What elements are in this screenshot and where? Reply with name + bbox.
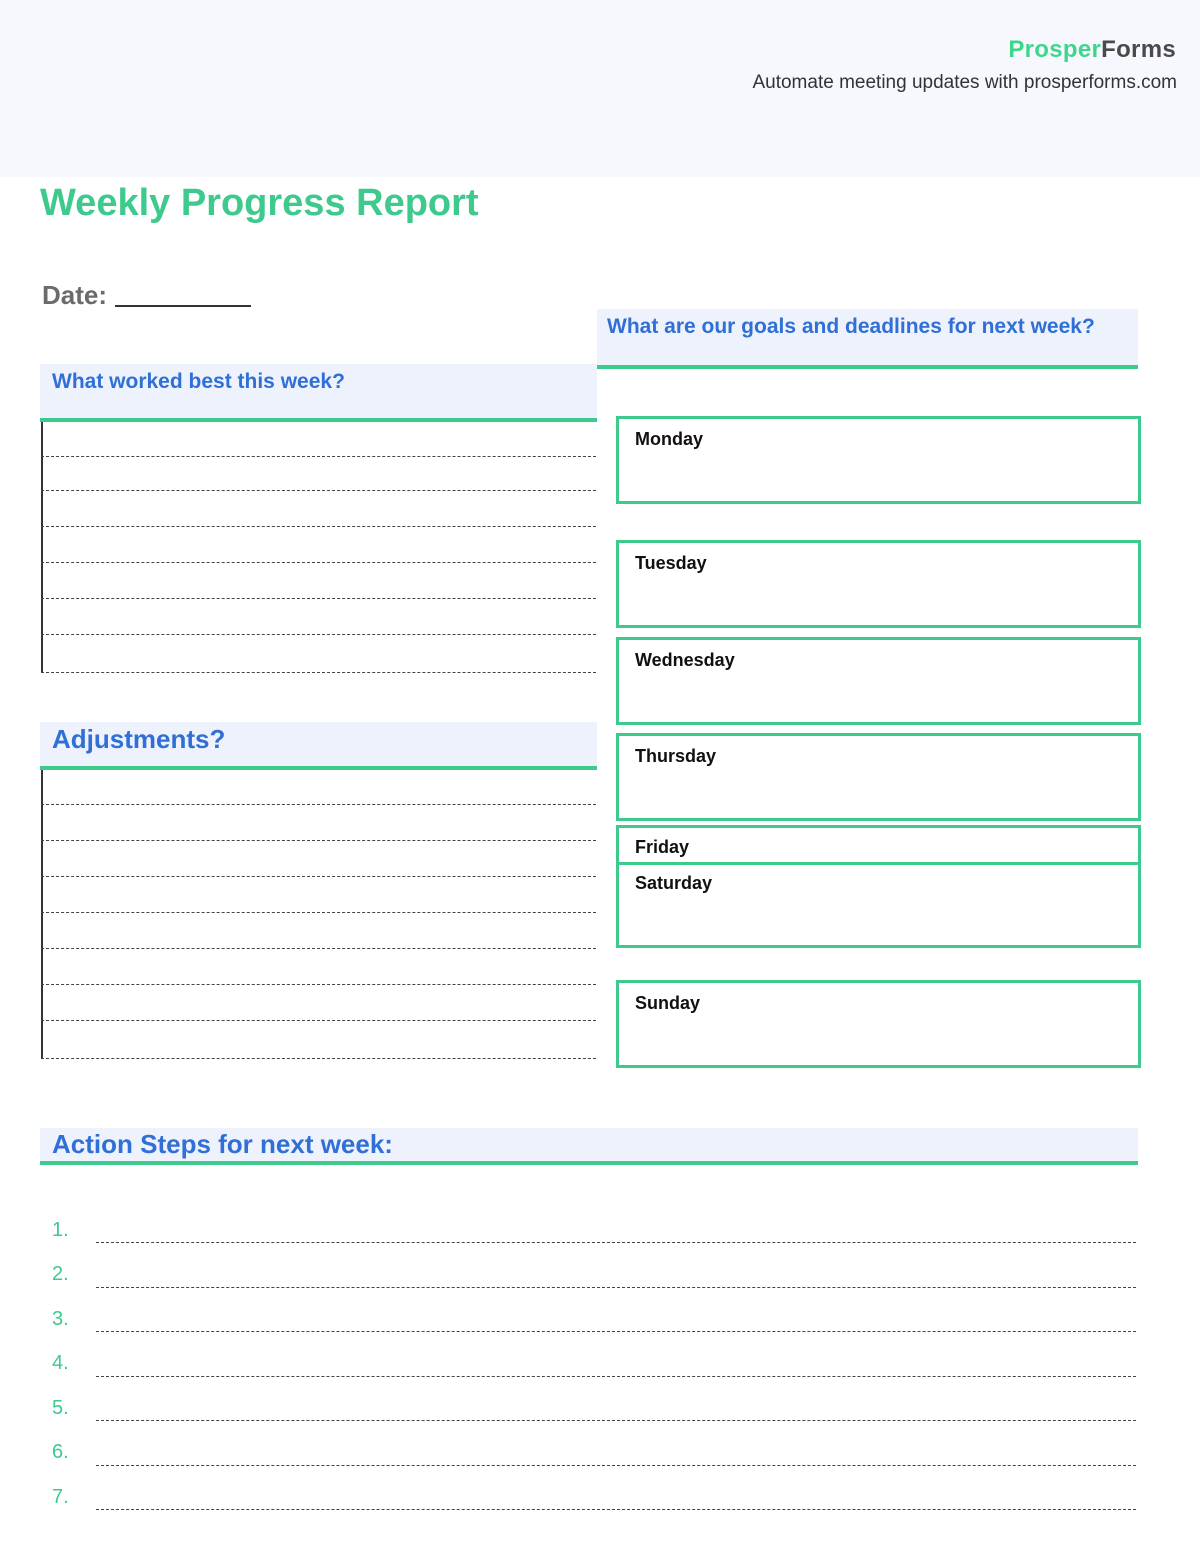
adjustments-line[interactable] [41, 840, 596, 841]
adjustments-line[interactable] [41, 984, 596, 985]
goals-heading [597, 309, 1138, 369]
step-line[interactable] [96, 1331, 1136, 1332]
header-banner [0, 0, 1200, 177]
worked-best-line[interactable] [41, 634, 596, 635]
step-line[interactable] [96, 1287, 1136, 1288]
day-label: Sunday [635, 993, 701, 1013]
day-box-saturday[interactable] [616, 862, 1141, 948]
step-number: 2. [52, 1263, 69, 1285]
step-number: 3. [52, 1308, 69, 1330]
date-field[interactable] [115, 305, 251, 307]
worked-best-line[interactable] [41, 598, 596, 599]
brand-part-forms: Forms [1101, 36, 1176, 63]
worked-best-line[interactable] [41, 526, 596, 527]
step-line[interactable] [96, 1376, 1136, 1377]
tagline: Automate meeting updates with prosperforms.com [752, 72, 1177, 93]
date-label: Date: [42, 280, 108, 310]
worked-best-line[interactable] [41, 456, 596, 457]
day-label: Friday [635, 837, 690, 857]
step-number: 5. [52, 1397, 69, 1419]
step-number: 4. [52, 1352, 69, 1374]
step-line[interactable] [96, 1465, 1136, 1466]
day-label: Saturday [635, 873, 713, 893]
day-label: Wednesday [635, 650, 735, 670]
worked-best-line[interactable] [41, 562, 596, 563]
step-line[interactable] [96, 1509, 1136, 1510]
day-box-wednesday[interactable] [616, 637, 1141, 725]
step-line[interactable] [96, 1242, 1136, 1243]
day-box-tuesday[interactable] [616, 540, 1141, 628]
day-label: Tuesday [635, 553, 707, 573]
day-box-thursday[interactable] [616, 733, 1141, 821]
adjustments-heading [40, 722, 597, 770]
step-number: 1. [52, 1219, 69, 1241]
worked-best-heading-text: What worked best this week? [52, 370, 345, 393]
action-steps-heading-text: Action Steps for next week: [52, 1129, 393, 1159]
adjustments-heading-text: Adjustments? [52, 724, 226, 754]
step-line[interactable] [96, 1420, 1136, 1421]
adjustments-lines[interactable] [41, 770, 596, 1060]
goals-heading-text: What are our goals and deadlines for next week? [607, 315, 1095, 338]
day-label: Thursday [635, 746, 717, 766]
worked-best-line[interactable] [41, 672, 596, 673]
adjustments-line[interactable] [41, 912, 596, 913]
adjustments-margin [41, 770, 43, 1058]
brand-part-prosper: Prosper [1008, 36, 1102, 63]
worked-best-heading [40, 364, 597, 422]
adjustments-line[interactable] [41, 876, 596, 877]
adjustments-line[interactable] [41, 1020, 596, 1021]
adjustments-line[interactable] [41, 948, 596, 949]
worked-best-line[interactable] [41, 490, 596, 491]
worked-best-lines[interactable] [41, 422, 596, 674]
day-box-monday[interactable] [616, 416, 1141, 504]
adjustments-line[interactable] [41, 804, 596, 805]
step-number: 6. [52, 1441, 69, 1463]
action-steps-heading [40, 1128, 1138, 1165]
adjustments-line[interactable] [41, 1058, 596, 1059]
step-number: 7. [52, 1486, 69, 1508]
brand-logo [1008, 36, 1176, 64]
day-box-sunday[interactable] [616, 980, 1141, 1068]
day-box-friday[interactable] [616, 825, 1141, 865]
day-label: Monday [635, 429, 704, 449]
page-title: Weekly Progress Report [40, 182, 479, 224]
